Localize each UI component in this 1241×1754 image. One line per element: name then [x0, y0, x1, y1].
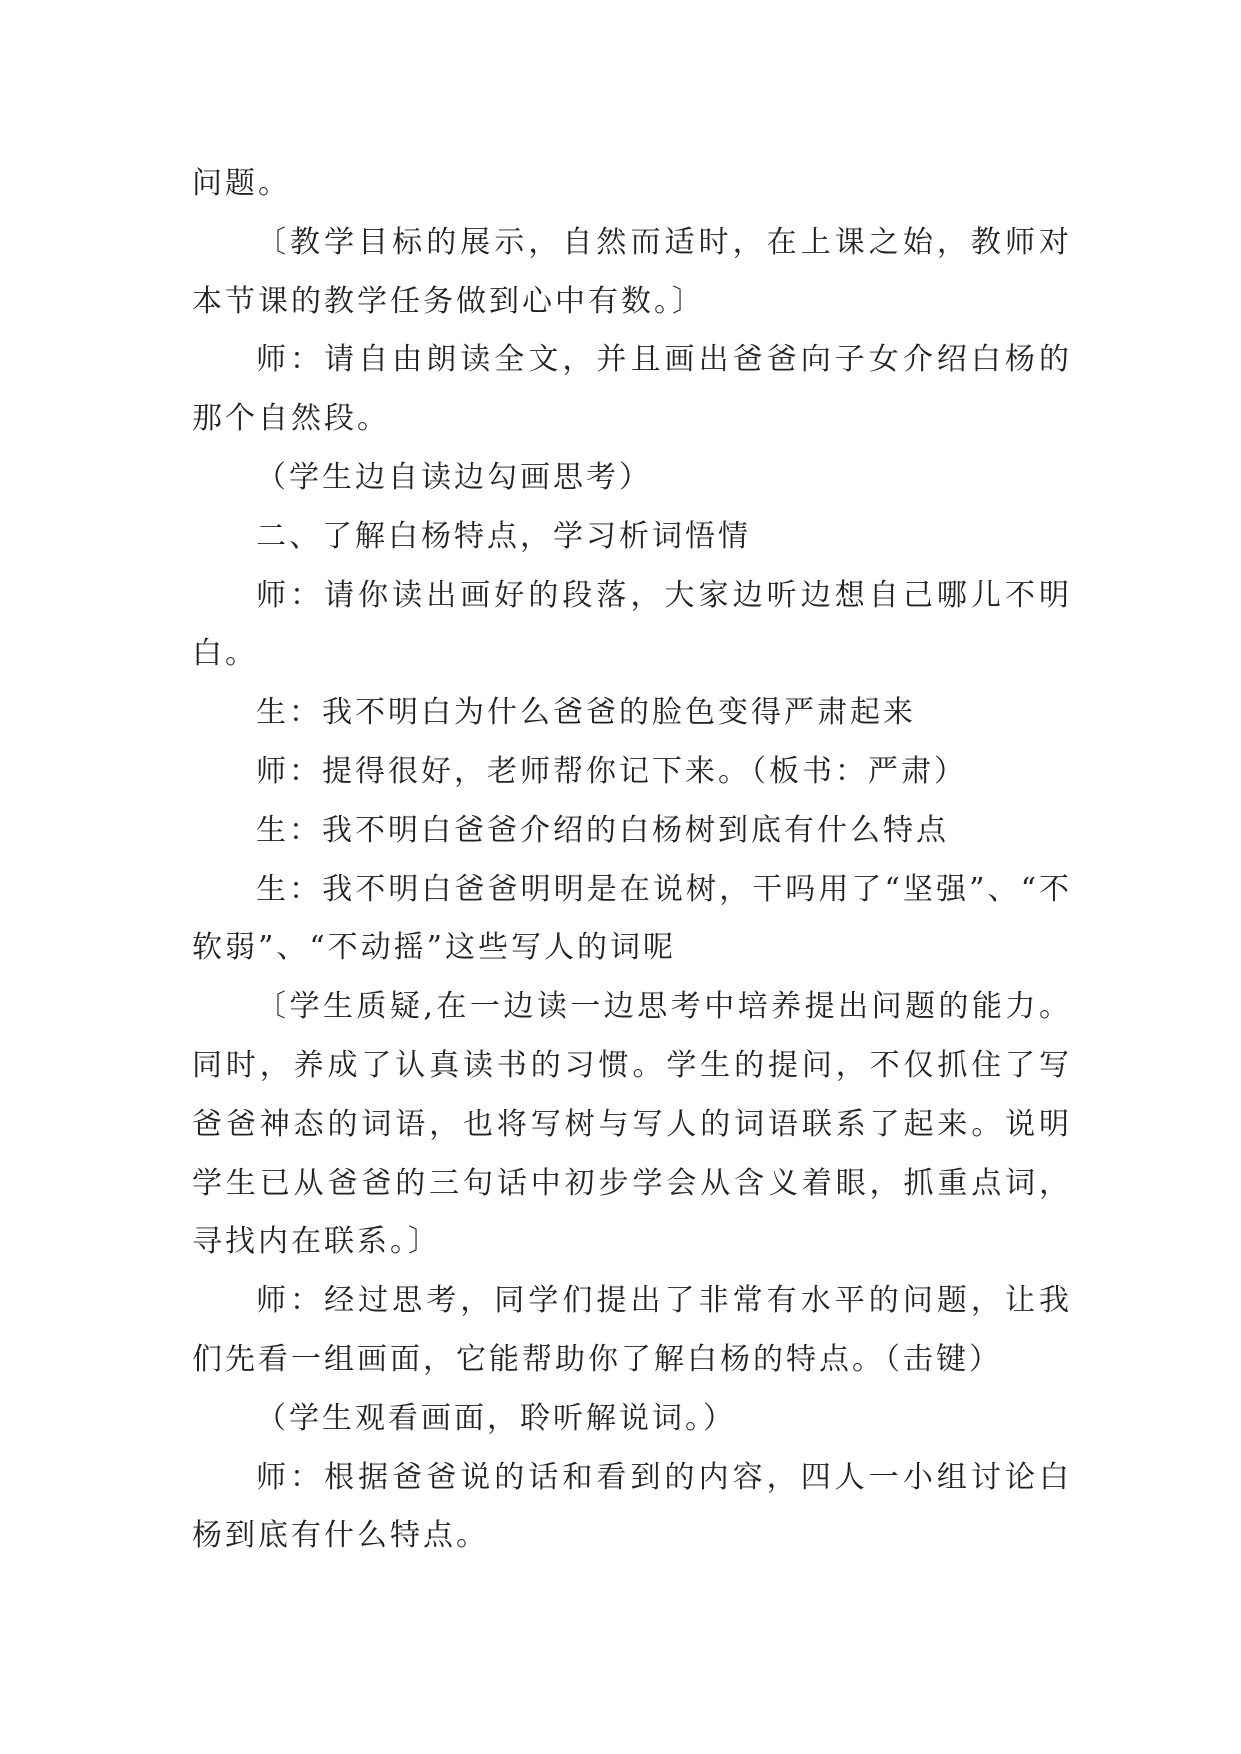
section-heading: 二、了解白杨特点，学习析词悟情	[256, 518, 751, 554]
document-body	[192, 155, 1072, 1566]
paragraph-6: 师：请你读出画好的段落，大家边听边想自己哪儿不明白。	[192, 577, 1072, 672]
paragraph-13: （学生观看画面，聆听解说词。）	[256, 1400, 736, 1436]
paragraph-2: 〔教学目标的展示，自然而适时，在上课之始，教师对本节课的教学任务做到心中有数。〕	[192, 224, 1072, 319]
paragraph-1: 问题。	[192, 166, 291, 201]
paragraph-3: 师：请自由朗读全文，并且画出爸爸向子女介绍白杨的那个自然段。	[192, 342, 1072, 437]
paragraph-14: 师：根据爸爸说的话和看到的内容，四人一小组讨论白杨到底有什么特点。	[192, 1459, 1072, 1554]
paragraph-10: 生：我不明白爸爸明明是在说树，干吗用了“坚强”、“不软弱”、“不动摇”这些写人的词呢	[192, 871, 1072, 966]
paragraph-11: 〔学生质疑,在一边读一边思考中培养提出问题的能力。同时，养成了认真读书的习惯。学生的提问，不仅抓住了写爸爸神态的词语，也将写树与写人的词语联系了起来。说明学生已从爸爸的三句话中初步学会从含义着眼，抓重点词，寻找内在联系。〕	[192, 989, 1072, 1260]
paragraph-7: 生：我不明白为什么爸爸的脸色变得严肃起来	[256, 695, 916, 731]
paragraph-12: 师：经过思考，同学们提出了非常有水平的问题，让我们先看一组画面，它能帮助你了解白杨的特点。（击键）	[192, 1283, 1072, 1377]
paragraph-9: 生：我不明白爸爸介绍的白杨树到底有什么特点	[256, 812, 949, 848]
paragraph-4: （学生边自读边勾画思考）	[256, 459, 652, 495]
paragraph-8: 师：提得很好，老师帮你记下来。（板书：严肃）	[256, 753, 967, 789]
